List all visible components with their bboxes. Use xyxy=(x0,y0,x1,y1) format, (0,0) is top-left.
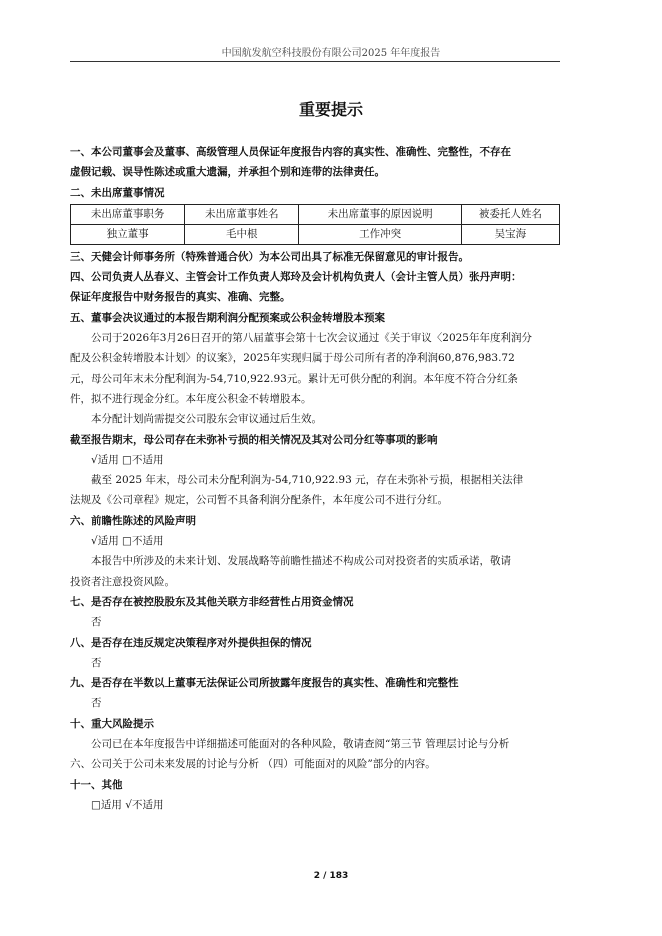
section-3: 三、天健会计师事务所（特殊普通合伙）为本公司出具了标准无保留意见的审计报告。 xyxy=(70,250,469,263)
section-6-paragraph-line: 投资者注意投资风险。 xyxy=(70,575,175,588)
section-1-line-2: 虚假记载、误导性陈述或重大遗漏，并承担个别和连带的法律责任。 xyxy=(70,166,385,179)
header-rule xyxy=(70,61,560,62)
section-9-heading: 九、是否存在半数以上董事无法保证公司所披露年度报告的真实性、准确性和完整性 xyxy=(70,677,459,690)
section-5-paragraph-line: 公司于2026年3月26日召开的第八届董事会第十七次会议通过《关于审议〈2025年年度利润分 xyxy=(91,332,532,345)
section-5-paragraph-line: 件，拟不进行现金分红。本年度公积金不转增股本。 xyxy=(70,392,312,405)
table-header-cell: 被委托人姓名 xyxy=(461,204,559,224)
section-2-heading: 二、未出席董事情况 xyxy=(70,186,165,199)
section-8-answer: 否 xyxy=(91,656,102,669)
table-cell: 工作冲突 xyxy=(299,224,461,244)
section-7-answer: 否 xyxy=(91,616,102,629)
table-cell: 毛中根 xyxy=(185,224,299,244)
section-5b-paragraph-line: 法规及《公司章程》规定，公司暂不具备利润分配条件，本年度公司不进行分红。 xyxy=(70,494,448,507)
page-title: 重要提示 xyxy=(298,100,363,119)
section-1-line-1: 一、本公司董事会及董事、高级管理人员保证年度报告内容的真实性、准确性、完整性，不存在 xyxy=(70,146,511,158)
section-5b-heading: 截至报告期末，母公司存在未弥补亏损的相关情况及其对公司分红等事项的影响 xyxy=(70,433,438,446)
section-4-line-1: 四、公司负责人丛春义、主管会计工作负责人郑玲及会计机构负责人（会计主管人员）张丹声明： xyxy=(70,271,522,284)
table-header-row xyxy=(71,204,560,224)
absent-directors-table xyxy=(70,204,560,245)
section-6-paragraph-line: 本报告中所涉及的未来计划、发展战略等前瞻性描述不构成公司对投资者的实质承诺，敬请 xyxy=(91,555,511,568)
main-content xyxy=(70,142,560,815)
table-header-cell: 未出席董事姓名 xyxy=(185,204,299,224)
table-cell: 独立董事 xyxy=(71,224,185,244)
table-header-cell: 未出席董事职务 xyxy=(71,204,185,224)
section-5b-paragraph-line: 截至 2025 年末，母公司未分配利润为-54,710,922.93 元，存在未弥补亏损，根据相关法律 xyxy=(91,474,524,487)
table-header-cell: 未出席董事的原因说明 xyxy=(299,204,461,224)
section-5-note: 本分配计划尚需提交公司股东会审议通过后生效。 xyxy=(91,413,322,426)
section-4-line-2: 保证年度报告中财务报告的真实、准确、完整。 xyxy=(70,291,291,304)
section-8-heading: 八、是否存在违反规定决策程序对外提供担保的情况 xyxy=(70,636,312,649)
section-6-heading: 六、前瞻性陈述的风险声明 xyxy=(70,514,196,527)
applicability-checkbox: √适用 □不适用 xyxy=(91,453,164,466)
section-5-paragraph-line: 元，母公司年末未分配利润为-54,710,922.93元。累计无可供分配的利润。本年度不符合分红条 xyxy=(70,372,518,385)
applicability-checkbox: □适用 √不适用 xyxy=(91,798,164,811)
section-9-answer: 否 xyxy=(91,697,102,710)
applicability-checkbox: √适用 □不适用 xyxy=(91,535,164,548)
section-5-heading: 五、董事会决议通过的本报告期利润分配预案或公积金转增股本预案 xyxy=(70,311,385,324)
section-7-heading: 七、是否存在被控股股东及其他关联方非经营性占用资金情况 xyxy=(70,595,354,608)
table-row xyxy=(71,224,560,244)
report-header: 中国航发航空科技股份有限公司2025 年年度报告 xyxy=(221,48,441,59)
section-10-paragraph-line: 公司已在本年度报告中详细描述可能面对的各种风险，敬请查阅“第三节 管理层讨论与分析 xyxy=(91,738,510,751)
section-11-heading: 十一、其他 xyxy=(70,778,123,791)
section-10-heading: 十、重大风险提示 xyxy=(70,717,154,730)
section-5-paragraph-line: 配及公积金转增股本计划〉的议案》，2025年实现归属于母公司所有者的净利润60,876,983.72 xyxy=(70,352,515,365)
table-cell: 吴宝海 xyxy=(461,224,559,244)
section-10-paragraph-line: 六、公司关于公司未来发展的讨论与分析 （四）可能面对的风险”部分的内容。 xyxy=(70,758,436,771)
page-number: 2 / 183 xyxy=(313,871,349,881)
